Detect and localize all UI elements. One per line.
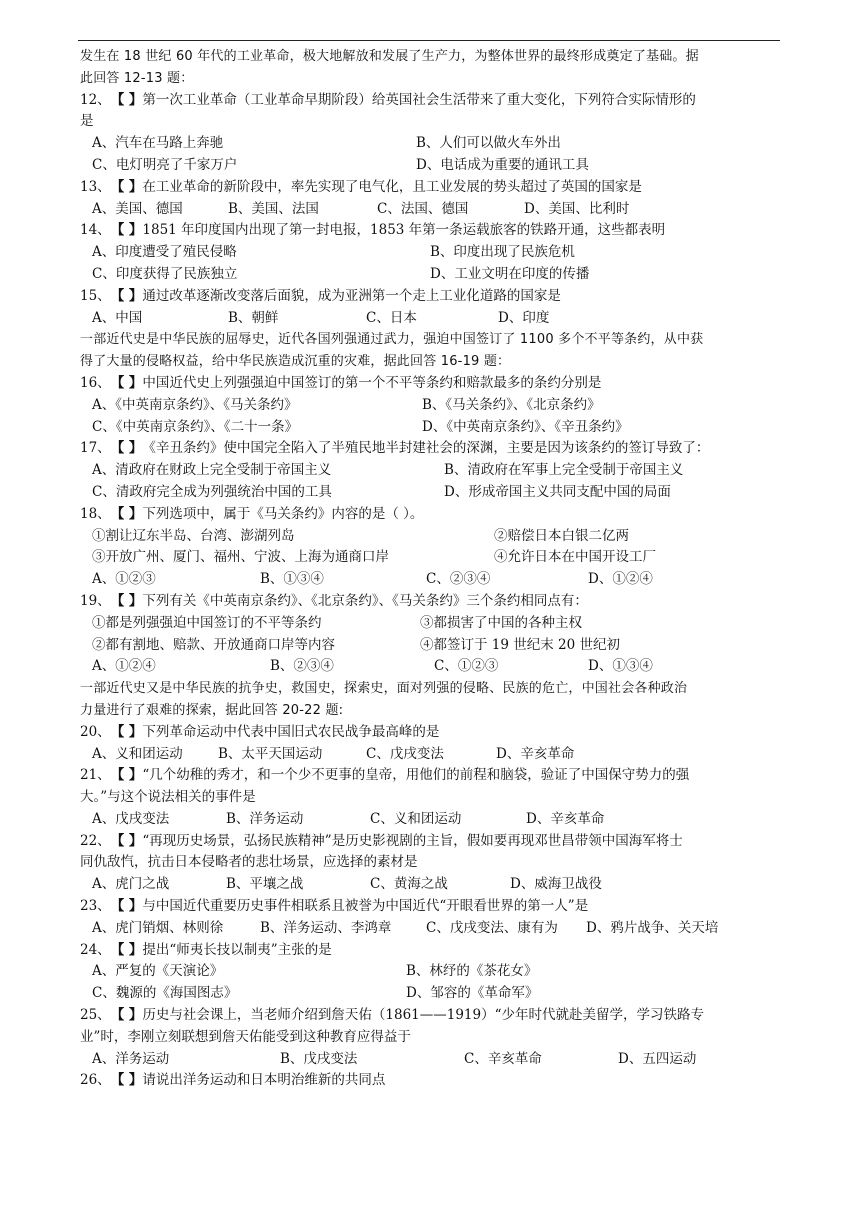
option-c: C、戊戌变法 [366, 745, 444, 762]
option-c: C、印度获得了民族独立 [92, 265, 238, 282]
option-b: B、朝鲜 [228, 309, 279, 326]
statement-3: ③开放广州、厦门、福州、宁波、上海为通商口岸 [92, 549, 389, 566]
answer-bracket-13[interactable]: 【 】 [110, 178, 143, 195]
question-20: 20、【 】下列革命运动中代表中国旧式农民战争最高峰的是 [80, 722, 782, 744]
answer-bracket-16[interactable]: 【 】 [110, 374, 143, 391]
answer-bracket-25[interactable]: 【 】 [110, 1007, 143, 1024]
exam-page [80, 46, 782, 1092]
option-row [80, 155, 782, 177]
option-b: B、②③④ [270, 658, 334, 675]
answer-bracket-14[interactable]: 【 】 [110, 222, 143, 239]
section-intro-3: 一部近代史又是中华民族的抗争史，救国史，探索史，面对列强的侵略、民族的危亡，中国社会各种政治 [80, 681, 688, 697]
option-row [80, 460, 782, 482]
option-d: D、电话成为重要的通讯工具 [416, 156, 589, 173]
option-row [80, 918, 782, 940]
question-22: 22、【 】“再现历史场景，弘扬民族精神”是历史影视剧的主旨，假如要再现邓世昌带领中国海军将士 [80, 831, 782, 853]
section-intro-2-cont: 得了大量的侵略权益，给中华民族造成沉重的灾难，据此回答 16-19 题： [80, 354, 511, 370]
option-d: D、辛亥革命 [496, 745, 575, 762]
section-intro-2: 一部近代史是中华民族的屈辱史，近代各国列强通过武力，强迫中国签订了 1100 多个不平等条约，从中获 [80, 332, 704, 348]
option-a: A、虎门销烟、林则徐 [92, 919, 224, 936]
option-c: C、《中英南京条约》、《二十一条》 [92, 418, 299, 435]
option-b: B、人们可以做火车外出 [416, 135, 561, 152]
question-25: 25、【 】历史与社会课上，当老师介绍到詹天佑（1861——1919）“少年时代就赴美留学，学习铁路专 [80, 1005, 782, 1027]
option-c: C、义和团运动 [370, 810, 462, 827]
option-row [80, 133, 782, 155]
option-c: C、电灯明亮了千家万户 [92, 156, 238, 173]
question-13: 13、【 】在工业革命的新阶段中，率先实现了电气化，且工业发展的势头超过了英国的国家是 [80, 177, 782, 199]
question-21: 21、【 】“几个幼稚的秀才，和一个少不更事的皇帝，用他们的前程和脑袋，验证了中国保守势力的强 [80, 765, 782, 787]
question-24: 24、【 】提出“师夷长技以制夷”主张的是 [80, 940, 782, 962]
answer-bracket-24[interactable]: 【 】 [110, 941, 143, 958]
option-a: A、戊戌变法 [92, 810, 170, 827]
option-b: B、美国、法国 [228, 200, 319, 217]
option-b: B、戊戌变法 [280, 1050, 358, 1067]
section-intro-1-cont: 此回答 12-13 题： [80, 70, 194, 86]
option-row [80, 264, 782, 286]
option-c: C、清政府完全成为列强统治中国的工具 [92, 483, 332, 500]
option-d: D、①③④ [588, 658, 653, 675]
statement-4: ④都签订于 19 世纪末 20 世纪初 [420, 636, 621, 653]
option-a: A、①②④ [92, 658, 156, 675]
answer-bracket-18[interactable]: 【 】 [110, 505, 143, 522]
option-c: C、法国、德国 [377, 200, 469, 217]
option-d: D、美国、比利时 [524, 200, 630, 217]
option-row [80, 199, 782, 221]
statement-row [80, 613, 782, 635]
statement-1: ①割让辽东半岛、台湾、澎湖列岛 [92, 527, 295, 544]
answer-bracket-15[interactable]: 【 】 [110, 287, 143, 304]
option-d: D、辛亥革命 [526, 810, 605, 827]
section-intro-3-cont: 力量进行了艰难的探索，据此回答 20-22 题: [80, 702, 344, 718]
option-d: D、印度 [498, 309, 550, 326]
answer-bracket-26[interactable]: 【 】 [110, 1072, 143, 1089]
option-b: B、太平天国运动 [218, 745, 323, 762]
option-c: C、黄海之战 [370, 876, 448, 893]
option-a: A、洋务运动 [92, 1050, 170, 1067]
question-15: 15、【 】通过改革逐渐改变落后面貌，成为亚洲第一个走上工业化道路的国家是 [80, 286, 782, 308]
option-b: B、洋务运动、李鸿章 [260, 919, 392, 936]
question-18: 18、【 】下列选项中，属于《马关条约》内容的是（ ）。 [80, 504, 782, 526]
option-d: D、①②④ [588, 571, 653, 588]
option-d: D、工业文明在印度的传播 [430, 265, 590, 282]
statement-row [80, 635, 782, 657]
option-a: A、汽车在马路上奔驰 [92, 135, 224, 152]
answer-bracket-23[interactable]: 【 】 [110, 898, 143, 915]
question-17: 17、【 】《辛丑条约》使中国完全陷入了半殖民地半封建社会的深渊，主要是因为该条约的签订导致了： [80, 438, 782, 460]
option-d: D、形成帝国主义共同支配中国的局面 [444, 483, 671, 500]
option-row [80, 744, 782, 766]
header-rule [78, 40, 780, 41]
answer-bracket-20[interactable]: 【 】 [110, 723, 143, 740]
option-c: C、①②③ [434, 658, 499, 675]
option-a: A、中国 [92, 309, 143, 326]
question-16: 16、【 】中国近代史上列强强迫中国签订的第一个不平等条约和赔款最多的条约分别是 [80, 373, 782, 395]
option-row [80, 809, 782, 831]
answer-bracket-12[interactable]: 【 】 [110, 91, 143, 108]
option-row [80, 983, 782, 1005]
statement-1: ①都是列强强迫中国签订的不平等条约 [92, 614, 322, 631]
option-b: B、林纾的《茶花女》 [406, 963, 538, 980]
option-b: B、平壤之战 [226, 876, 304, 893]
statement-row [80, 547, 782, 569]
question-12-cont: 是 [80, 113, 94, 130]
option-b: B、印度出现了民族危机 [430, 244, 575, 261]
statement-row [80, 526, 782, 548]
question-14: 14、【 】1851 年印度国内出现了第一封电报，1853 年第一条运载旅客的铁路开通，这些都表明 [80, 220, 782, 242]
option-a: A、①②③ [92, 571, 156, 588]
option-a: A、《中英南京条约》、《马关条约》 [92, 396, 298, 413]
option-d: D、邹容的《革命军》 [406, 985, 539, 1002]
option-b: B、洋务运动 [226, 810, 304, 827]
option-row [80, 656, 782, 678]
question-21-cont: 大。”与这个说法相关的事件是 [80, 789, 256, 806]
question-19: 19、【 】下列有关《中英南京条约》、《北京条约》、《马关条约》三个条约相同点有： [80, 591, 782, 613]
option-c: C、魏源的《海国图志》 [92, 985, 238, 1002]
option-row [80, 417, 782, 439]
option-row [80, 308, 782, 330]
statement-3: ③都损害了中国的各种主权 [420, 614, 582, 631]
option-row [80, 482, 782, 504]
question-25-cont: 业”时，李刚立刻联想到詹天佑能受到这种教育应得益于 [80, 1028, 411, 1045]
option-c: C、②③④ [426, 571, 491, 588]
option-d: D、《中英南京条约》、《辛丑条约》 [422, 418, 629, 435]
question-12: 12、【 】第一次工业革命（工业革命早期阶段）给英国社会生活带来了重大变化，下列符合实际情形的 [80, 90, 782, 112]
option-row [80, 242, 782, 264]
option-a: A、美国、德国 [92, 200, 183, 217]
option-c: C、辛亥革命 [464, 1050, 542, 1067]
question-26: 26、【 】请说出洋务运动和日本明治维新的共同点 [80, 1070, 782, 1092]
option-d: D、五四运动 [618, 1050, 697, 1067]
option-b: B、《马关条约》、《北京条约》 [422, 396, 601, 413]
section-intro-1: 发生在 18 世纪 60 年代的工业革命，极大地解放和发展了生产力，为整体世界的最终形成奠定了基础。据 [80, 49, 699, 64]
answer-bracket-21[interactable]: 【 】 [110, 767, 143, 784]
question-23: 23、【 】与中国近代重要历史事件相联系且被誉为中国近代“开眼看世界的第一人”是 [80, 896, 782, 918]
answer-bracket-17[interactable]: 【 】 [110, 440, 143, 457]
option-a: A、义和团运动 [92, 745, 183, 762]
option-b: B、①③④ [260, 571, 324, 588]
option-row [80, 961, 782, 983]
statement-2: ②都有割地、赔款、开放通商口岸等内容 [92, 636, 335, 653]
answer-bracket-22[interactable]: 【 】 [110, 832, 143, 849]
option-row [80, 874, 782, 896]
option-a: A、严复的《天演论》 [92, 963, 224, 980]
option-a: A、虎门之战 [92, 876, 170, 893]
statement-4: ④允许日本在中国开设工厂 [494, 549, 656, 566]
answer-bracket-19[interactable]: 【 】 [110, 592, 143, 609]
option-a: A、印度遭受了殖民侵略 [92, 244, 237, 261]
option-d: D、鸦片战争、关天培 [586, 919, 719, 936]
option-row [80, 1049, 782, 1071]
option-row [80, 395, 782, 417]
statement-2: ②赔偿日本白银二亿两 [494, 527, 629, 544]
option-b: B、清政府在军事上完全受制于帝国主义 [444, 462, 684, 479]
option-c: C、戊戌变法、康有为 [426, 919, 558, 936]
option-d: D、威海卫战役 [510, 876, 602, 893]
option-a: A、清政府在财政上完全受制于帝国主义 [92, 462, 332, 479]
option-row [80, 569, 782, 591]
option-c: C、日本 [366, 309, 417, 326]
question-22-cont: 同仇敌忾，抗击日本侵略者的悲壮场景，应选择的素材是 [80, 854, 418, 871]
